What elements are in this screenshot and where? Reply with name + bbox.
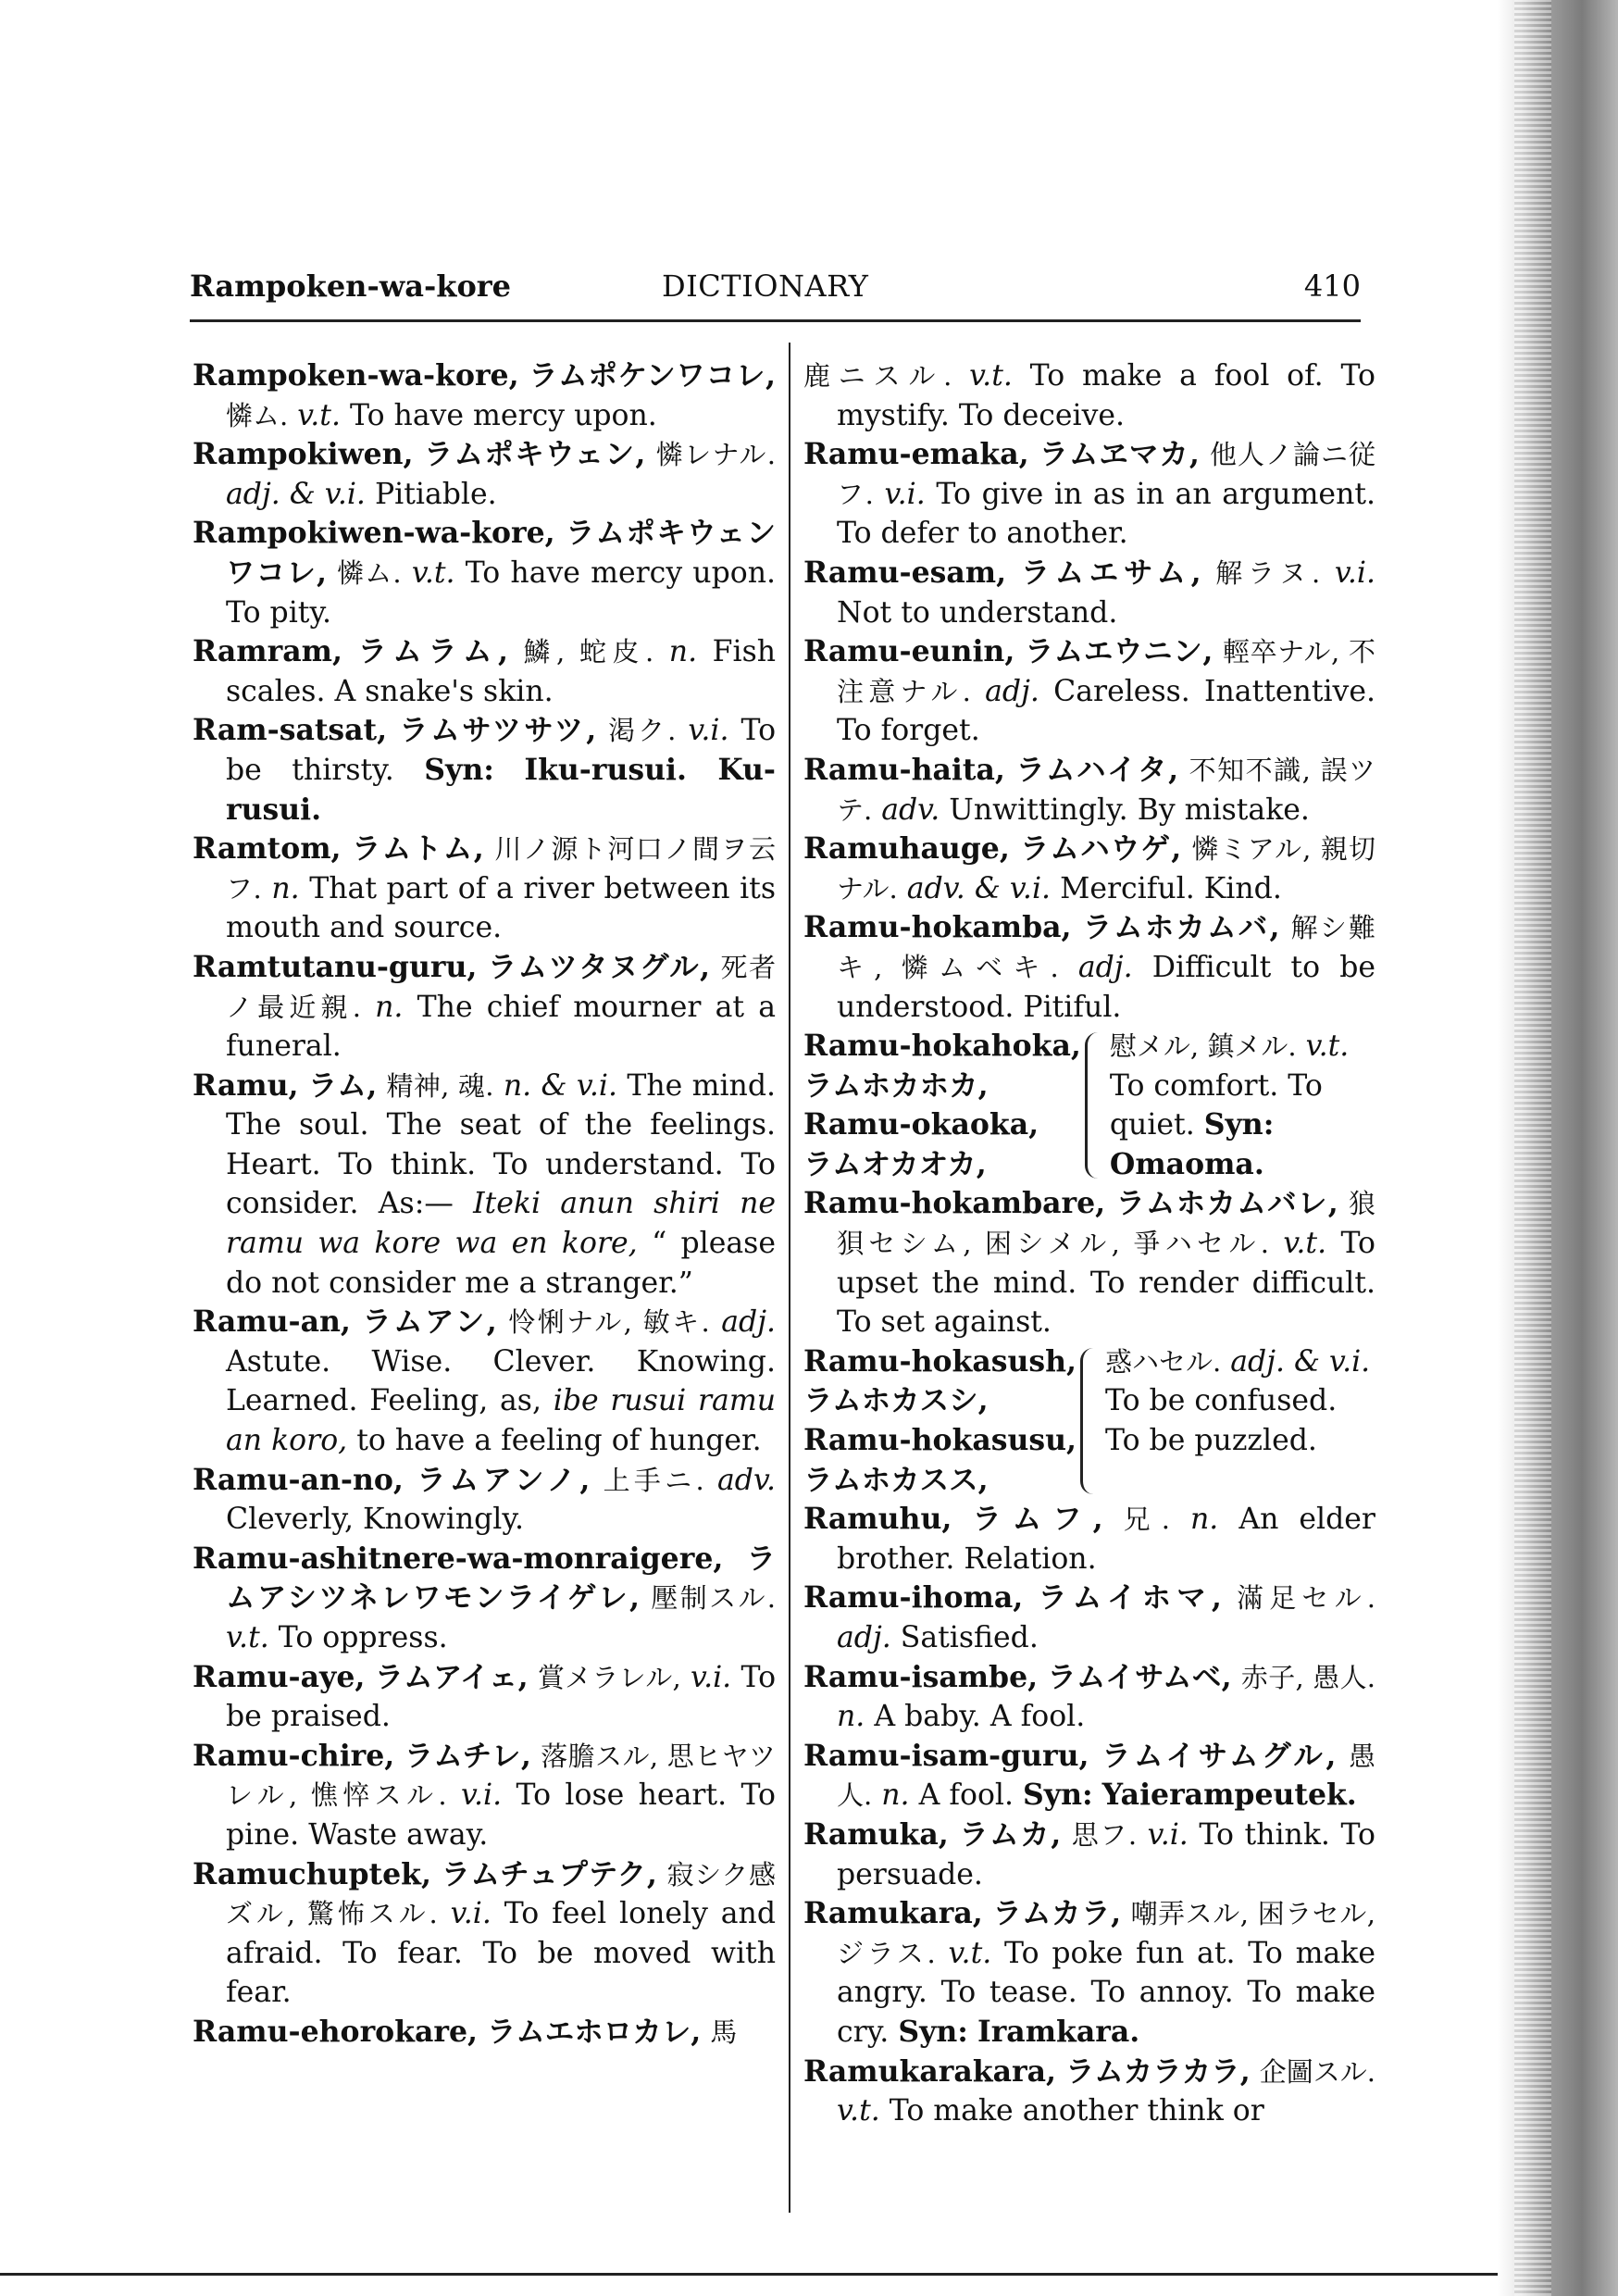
entry-kanji: 死者ノ最近親. [226, 951, 777, 1023]
entry-kanji: 憐ム. [226, 399, 289, 431]
dictionary-entry [193, 435, 776, 514]
entry-kanji: 鹿ニスル. [803, 360, 952, 392]
entry-pos: v.t. [969, 359, 1013, 393]
entry-definition: Unwittingly. By mistake. [949, 792, 1310, 827]
entry-pos: v.t. [1283, 1227, 1327, 1261]
dictionary-entry [803, 2053, 1375, 2131]
entry-headword: Ramu-hokambare, [803, 1186, 1106, 1221]
entry-syn-label: Syn: [1023, 1778, 1093, 1813]
dictionary-entry [803, 554, 1375, 632]
entry-pos: v.t. [226, 1621, 269, 1654]
entry-kana: ラムポケンワコレ, [529, 358, 776, 393]
entry-group-hokasush [803, 1342, 1375, 1500]
entry-definition: To be praised. [226, 1660, 777, 1734]
entry-pos: v.i. [450, 1897, 492, 1931]
dictionary-entry [803, 1894, 1375, 2052]
entry-kana: ラムトム, [352, 831, 484, 867]
entry-pos: n. [837, 1700, 865, 1734]
page-header [190, 268, 1361, 309]
entry-headword: Ramu-ashitnere-wa-monraigere, [193, 1541, 724, 1576]
entry-definition: To make another think or [889, 2094, 1264, 2128]
entry-pos: adv. [881, 792, 940, 827]
entry-pos: n. [271, 871, 300, 905]
entry-definition: To comfort. To quiet. [1109, 1068, 1323, 1142]
dictionary-entry [193, 1303, 776, 1460]
entry-pos: v.t. [1305, 1029, 1350, 1064]
bottom-rule [0, 2273, 1498, 2276]
entry-kana: ラムホカスシ, [803, 1383, 989, 1418]
column-divider [789, 343, 790, 2213]
dictionary-entry [193, 830, 776, 948]
entry-kana: ラムイサムベ, [1047, 1659, 1232, 1694]
entry-kanji: 精神, 魂. [386, 1069, 494, 1102]
dictionary-entry [803, 908, 1375, 1027]
entry-headword: Ramu-an-no, [193, 1462, 404, 1497]
entry-kana: ラムイホマ, [1038, 1580, 1222, 1616]
entry-kanji: 憐ム. [337, 556, 402, 589]
entry-syn-label: Syn: [1203, 1107, 1275, 1142]
entry-pos: v.i. [884, 477, 926, 511]
entry-definition: Difficult to be understood. Pitiful. [837, 950, 1376, 1024]
entry-headword: Ramu-hokasusu, [803, 1423, 1077, 1458]
dictionary-entry [803, 1816, 1375, 1894]
entry-headword: Ram-satsat, [193, 713, 388, 748]
dictionary-entry [193, 1855, 776, 2013]
entry-kanji: 企圖スル. [1259, 2055, 1376, 2088]
entry-kanji: 馬 [710, 2015, 738, 2048]
entry-pos: v.i. [1147, 1817, 1189, 1852]
entry-kana: ラムエウニン, [1024, 634, 1214, 669]
dictionary-entry [803, 1578, 1375, 1657]
entry-synonym: Yaierampeutek. [1101, 1778, 1357, 1813]
entry-definition: To lose heart. To pine. Waste away. [226, 1778, 776, 1852]
entry-definition: To upset the mind. To render difficult. To set against. [837, 1227, 1376, 1340]
entry-kana: ラムオカオカ, [803, 1146, 987, 1181]
entry-kana: ラムヱマカ, [1039, 437, 1200, 472]
entry-pos: n. [375, 990, 404, 1024]
entry-kana: ラムカラ, [992, 1896, 1122, 1931]
entry-headword: Ramu-hokasush, [803, 1343, 1077, 1379]
entry-definition: Not to understand. [837, 595, 1118, 630]
entry-kana: ラムアイェ, [374, 1659, 529, 1694]
entry-kana: ラムイサムグル, [1101, 1738, 1337, 1773]
dictionary-entry [193, 948, 776, 1067]
entry-definition: The mind. The soul. The seat of the feelings. Heart. To think. To understand. To consider. As:— [226, 1068, 777, 1221]
entry-pos: v.t. [837, 2094, 880, 2128]
entry-kanji: 鱗, 蛇皮. [523, 636, 654, 668]
dictionary-entry [803, 1500, 1375, 1578]
entry-definition: To make a fool of. To mystify. To deceive. [837, 359, 1376, 432]
dictionary-entry [193, 1461, 776, 1540]
entry-kanji: 滿足セル. [1237, 1582, 1376, 1615]
entry-headword: Ramu-emaka, [803, 437, 1029, 472]
dictionary-entry [803, 1184, 1375, 1341]
entry-pos: v.i. [460, 1778, 503, 1813]
entry-kanji: 壓制スル. [651, 1582, 777, 1615]
entry-kanji: 憐レナル. [655, 439, 776, 471]
entry-definition: An elder brother. Relation. [837, 1503, 1375, 1576]
entry-kana: ラムホカムバ, [1082, 910, 1280, 945]
dictionary-entry [193, 1658, 776, 1737]
entry-headword: Ramu-chire, [193, 1738, 395, 1773]
entry-kana: ラムアンノ, [417, 1462, 591, 1497]
entry-kanji: 怜悧ナル, 敏キ. [508, 1306, 710, 1339]
entry-headword: Ramu-haita, [803, 752, 1005, 787]
entry-kanji: 川ノ源ト河口ノ間ヲ云フ. [226, 833, 777, 905]
dictionary-entry [803, 830, 1375, 908]
entry-headword: Ramu, [193, 1067, 299, 1103]
group-head-line [803, 1067, 1081, 1106]
entry-definition: To feel lonely and afraid. To fear. To be moved with fear. [226, 1897, 777, 2010]
entry-pos: adv. [717, 1463, 777, 1497]
entry-example-translation: to have a feeling of hunger. [356, 1424, 762, 1458]
entry-kana: ラムカ, [959, 1816, 1062, 1852]
group-head-line [803, 1381, 1077, 1421]
entry-headword: Ramu-isam-guru, [803, 1738, 1089, 1773]
entry-definition: To be thirsty. [226, 714, 777, 787]
entry-kana: ラムエサム, [1020, 555, 1201, 590]
entry-kanji: 解ラヌ. [1215, 556, 1321, 589]
entry-pos: n. [668, 635, 698, 669]
entry-headword: Rampoken-wa-kore, [193, 358, 519, 393]
dictionary-entry [193, 1067, 776, 1304]
dictionary-entry [803, 1658, 1375, 1737]
entry-synonym: Iramkara. [977, 2014, 1140, 2049]
entry-kanji: 落膽スル, 思ヒヤツレル, 憔悴スル. [226, 1740, 776, 1812]
entry-kanji: 渇ク. [608, 715, 677, 747]
entry-headword: Ramu-eunin, [803, 634, 1015, 669]
entry-kanji: 兄. [1123, 1504, 1170, 1536]
dictionary-entry [193, 514, 776, 632]
page-edge-shadow [1498, 0, 1618, 2296]
entry-kanji: 狼狽セシム, 困シメル, 爭ハセル. [837, 1188, 1375, 1260]
entry-kana: ラムハウゲ, [1020, 831, 1182, 867]
entry-headword: Ramu-an, [193, 1304, 351, 1340]
entry-kanji: 輕卒ナル, 不注意ナル. [837, 636, 1376, 707]
entry-example: ibe rusui ramu an koro, [226, 1384, 776, 1458]
dictionary-entry [803, 356, 1375, 435]
entry-pos: n. [1189, 1503, 1219, 1537]
entry-pos: v.i. [688, 714, 729, 748]
entry-headword: Ramu-okaoka, [803, 1107, 1039, 1142]
entry-kanji: 寂シク感ズル, 驚怖スル. [226, 1858, 776, 1930]
entry-headword: Ramuchuptek, [193, 1856, 431, 1891]
entry-definition: A baby. A fool. [874, 1700, 1086, 1734]
entry-headword: Ramu-esam, [803, 555, 1007, 590]
entry-kanji: 思フ. [1071, 1818, 1138, 1851]
dictionary-entry [803, 751, 1375, 830]
header-rule [190, 319, 1361, 322]
entry-pos: adj. & v.i. [226, 477, 366, 511]
dictionary-entry [193, 2013, 776, 2053]
entry-group-hokahoka [803, 1027, 1375, 1184]
entry-kanji: 慰メル, 鎮メル. [1109, 1030, 1297, 1063]
brace-icon [1080, 1348, 1100, 1494]
page-number: 410 [1303, 268, 1361, 304]
group-head-line [803, 1342, 1077, 1382]
entry-pos: v.i. [691, 1660, 732, 1694]
entry-kana: ラムラム, [357, 634, 508, 669]
entry-kana: ラムアン, [362, 1304, 497, 1340]
dictionary-entry [193, 356, 776, 435]
entry-headword: Ramukarakara, [803, 2053, 1056, 2089]
entry-pos: v.t. [948, 1936, 992, 1970]
entry-definition: Merciful. Kind. [1060, 871, 1282, 905]
entry-kana: ラムホカムバレ, [1115, 1186, 1338, 1221]
entry-example: Iteki anun shiri ne ramu wa kore wa en kore, [226, 1187, 777, 1261]
entry-kanji: 上手ニ. [603, 1464, 704, 1496]
entry-definition: To give in as in an argument. To defer to another. [837, 477, 1376, 551]
entry-headword: Ramu-ihoma, [803, 1580, 1024, 1616]
entry-kana: ラムカラカラ, [1065, 2053, 1251, 2089]
entry-headword: Rampokiwen, [193, 437, 414, 472]
entry-pos: adj. & v.i. [1230, 1344, 1371, 1379]
entry-kanji: 賞メラレル, [537, 1661, 681, 1693]
entry-headword: Ramu-aye, [193, 1659, 366, 1694]
entry-kanji: 愚人. [837, 1740, 1376, 1812]
entry-definition: That part of a river between its mouth and source. [226, 871, 777, 945]
entry-kanji: 惑ハセル. [1105, 1345, 1222, 1378]
entry-kana: ラムツタヌグル, [487, 949, 711, 984]
entry-definition: Fish scales. A snake's skin. [226, 635, 777, 708]
entry-definition: To be confused. To be puzzled. [1105, 1384, 1338, 1458]
entry-syn-label: Syn: [898, 2014, 968, 2049]
entry-definition: To have mercy upon. To pity. [226, 555, 776, 630]
entry-kana: ラムエホロカレ, [487, 2014, 702, 2049]
entry-kana: ラムチュプテク, [441, 1856, 657, 1891]
entry-definition: Pitiable. [374, 477, 497, 511]
entry-kana: ラムハイタ, [1015, 752, 1179, 787]
entry-kana: ラムホカスス, [803, 1462, 989, 1497]
entry-definition: A fool. [918, 1778, 1014, 1813]
entry-definition: To poke fun at. To make angry. To tease. To annoy. To make cry. [837, 1936, 1375, 2049]
entry-pos: v.t. [411, 555, 455, 590]
left-column [193, 356, 776, 2053]
entry-kanji: 憐ミアル, 親切ナル. [837, 833, 1376, 905]
entry-pos: adv. & v.i. [906, 871, 1052, 905]
entry-kana: ラムポキウェン, [423, 437, 646, 472]
entry-syn-label: Syn: [424, 752, 494, 787]
entry-synonym: Iku-rusui. Ku-rusui. [226, 752, 777, 827]
right-column [803, 356, 1375, 2131]
entry-kana: ラム, [307, 1067, 378, 1103]
entry-kanji: 不知不識, 誤ツテ. [837, 754, 1376, 826]
group-head-line [803, 1461, 1077, 1501]
entry-definition: To have mercy upon. [350, 398, 657, 432]
entry-pos: n. & v.i. [503, 1068, 617, 1103]
entry-kana: ラムフ, [972, 1502, 1103, 1537]
entry-pos: adj. [985, 674, 1039, 708]
brace-icon [1085, 1032, 1104, 1179]
entry-pos: v.t. [297, 398, 341, 432]
dictionary-entry [193, 632, 776, 711]
entry-kanji: 嘲弄スル, 困ラセル, ジラス. [837, 1898, 1376, 1969]
entry-kanji: 赤子, 愚人. [1240, 1661, 1376, 1693]
entry-kanji: 他人ノ論ニ従フ. [837, 439, 1375, 510]
dictionary-entry [803, 1737, 1375, 1816]
dictionary-entry [193, 1737, 776, 1855]
entry-headword: Ramram, [193, 634, 342, 669]
entry-kanji: 解シ難キ, 憐ムベキ. [837, 912, 1376, 983]
dictionary-entry [193, 1540, 776, 1658]
entry-pos: v.i. [1334, 555, 1376, 590]
entry-example-translation: “ please do not consider me a stranger.” [226, 1227, 776, 1300]
entry-headword: Ramuhu, [803, 1502, 952, 1537]
entry-headword: Ramu-hokamba, [803, 910, 1072, 945]
entry-definition: Satisfied. [900, 1621, 1039, 1654]
entry-headword: Ramukara, [803, 1896, 983, 1931]
guide-word: Rampoken-wa-kore [190, 268, 512, 304]
entry-headword: Ramu-hokahoka, [803, 1029, 1081, 1064]
entry-headword: Rampokiwen-wa-kore, [193, 516, 555, 551]
page-title: DICTIONARY [662, 268, 869, 304]
dictionary-entry [803, 435, 1375, 554]
entry-pos: n. [881, 1778, 910, 1813]
entry-synonym: Omaoma. [1109, 1146, 1264, 1181]
group-head-line [803, 1421, 1077, 1461]
entry-kana: ラムサツサツ, [399, 713, 597, 748]
dictionary-entry [803, 632, 1375, 751]
entry-definition: The chief mourner at a funeral. [226, 990, 777, 1064]
entry-headword: Ramuka, [803, 1816, 949, 1852]
entry-definition: Cleverly, Knowingly. [226, 1503, 524, 1537]
entry-headword: Ramuhauge, [803, 831, 1010, 867]
entry-kana: ラムホカホカ, [803, 1067, 989, 1103]
entry-definition: To oppress. [278, 1621, 448, 1654]
entry-definition: Careless. Inattentive. To forget. [837, 674, 1375, 748]
entry-headword: Ramtom, [193, 831, 342, 867]
entry-pos: adj. [721, 1305, 777, 1340]
entry-pos: adj. [1077, 950, 1133, 984]
entry-pos: adj. [837, 1621, 891, 1654]
dictionary-entry [193, 711, 776, 830]
entry-kana: ラムチレ, [404, 1738, 531, 1773]
entry-kana: ラムポキウェンワコレ, [226, 516, 776, 590]
entry-headword: Ramu-ehorokare, [193, 2014, 479, 2049]
entry-headword: Ramtutanu-guru, [193, 949, 478, 984]
group-head-line [803, 1027, 1081, 1067]
entry-kana: ラムアシツネレワモンライゲレ, [226, 1541, 776, 1616]
entry-definition: To think. To persuade. [837, 1817, 1376, 1891]
group-head-line [803, 1145, 1081, 1185]
group-head-line [803, 1105, 1081, 1145]
entry-headword: Ramu-isambe, [803, 1659, 1039, 1694]
entry-definition: Astute. Wise. Clever. Knowing. Learned. Feeling, as, [226, 1344, 776, 1418]
